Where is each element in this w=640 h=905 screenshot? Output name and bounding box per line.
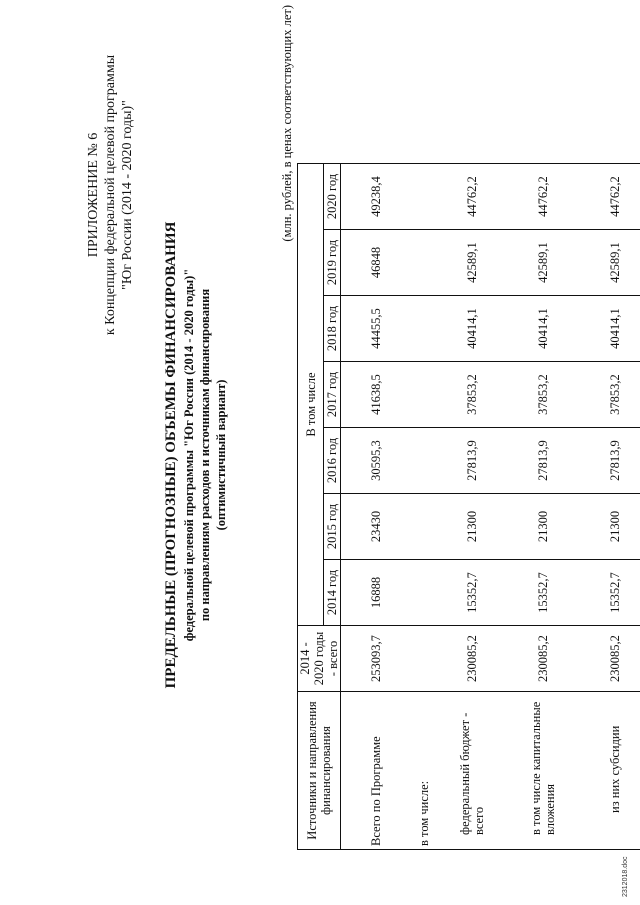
row-label: федеральный бюджет - всего xyxy=(437,692,507,850)
cell-2014: 16888 xyxy=(341,560,412,626)
header-sources: Источники и направления финансирования xyxy=(298,692,341,850)
header-year-2020: 2020 год xyxy=(324,164,341,230)
cell-2016: 27813,9 xyxy=(579,428,640,494)
cell-2014: 15352,7 xyxy=(507,560,579,626)
cell-2014: 15352,7 xyxy=(437,560,507,626)
title-main: ПРЕДЕЛЬНЫЕ (ПРОГНОЗНЫЕ) ОБЪЕМЫ ФИНАНСИРОВАНИЯ xyxy=(163,221,179,689)
title-program: федеральной целевой программы "Юг России (2014 - 2020 годы)" xyxy=(182,268,196,642)
header-including xyxy=(298,164,324,626)
header-including-text: В том числе xyxy=(303,372,318,437)
header-year-2018: 2018 год xyxy=(324,296,341,362)
table-row-total xyxy=(341,164,412,850)
appendix-number: ПРИЛОЖЕНИЕ № 6 xyxy=(86,132,101,258)
header-year-2016: 2016 год xyxy=(324,428,341,494)
cell-2019: 46848 xyxy=(341,230,412,296)
cell-2019: 42589,1 xyxy=(507,230,579,296)
cell-2017: 37853,2 xyxy=(437,362,507,428)
cell-total: 253093,7 xyxy=(341,626,412,692)
cell-total: 230085,2 xyxy=(507,626,579,692)
cell-2016: 27813,9 xyxy=(437,428,507,494)
cell-2018: 44455,5 xyxy=(341,296,412,362)
cell-2015: 21300 xyxy=(579,494,640,560)
appendix-header xyxy=(85,45,136,345)
cell-total: 230085,2 xyxy=(579,626,640,692)
units-note: (млн. рублей, в ценах соответствующих лет) xyxy=(280,5,294,242)
funding-table xyxy=(297,163,640,850)
cell-2017: 37853,2 xyxy=(507,362,579,428)
header-year-2014: 2014 год xyxy=(324,560,341,626)
cell-2015: 21300 xyxy=(437,494,507,560)
cell-2016: 30595,3 xyxy=(341,428,412,494)
header-year-2015: 2015 год xyxy=(324,494,341,560)
table-row-federal xyxy=(437,164,507,850)
cell-2020: 49238,4 xyxy=(341,164,412,230)
row-label: в том числе: xyxy=(411,692,437,850)
cell-2020: 44762,2 xyxy=(437,164,507,230)
document-title xyxy=(162,155,229,755)
row-label: Всего по Программе xyxy=(341,692,412,850)
title-variant: (оптимистичный вариант) xyxy=(214,379,228,531)
cell-2018: 40414,1 xyxy=(579,296,640,362)
row-label: из них субсидии xyxy=(579,692,640,850)
header-year-2019: 2019 год xyxy=(324,230,341,296)
cell-2020: 44762,2 xyxy=(579,164,640,230)
cell-2017: 37853,2 xyxy=(579,362,640,428)
header-total: 2014 - 2020 годы - всего xyxy=(298,626,341,692)
table-row-including xyxy=(411,164,437,850)
cell-2014: 15352,7 xyxy=(579,560,640,626)
cell-total: 230085,2 xyxy=(437,626,507,692)
title-breakdown: по направлениям расходов и источникам финансирования xyxy=(198,288,212,622)
cell-2018: 40414,1 xyxy=(507,296,579,362)
header-year-2017: 2017 год xyxy=(324,362,341,428)
cell-2016: 27813,9 xyxy=(507,428,579,494)
cell-2015: 23430 xyxy=(341,494,412,560)
row-label: в том числе капитальные вложения xyxy=(507,692,579,850)
appendix-reference: к Концепции федеральной целевой программы xyxy=(103,54,118,336)
appendix-program-name: "Юг России (2014 - 2020 годы)" xyxy=(120,100,135,290)
cell-2020: 44762,2 xyxy=(507,164,579,230)
cell-2019: 42589,1 xyxy=(579,230,640,296)
cell-2019: 42589,1 xyxy=(437,230,507,296)
table-row-subsidies xyxy=(579,164,640,850)
document-code: 2312018.doc xyxy=(622,856,629,897)
cell-2018: 40414,1 xyxy=(437,296,507,362)
table-row-capital xyxy=(507,164,579,850)
cell-2015: 21300 xyxy=(507,494,579,560)
cell-2017: 41638,5 xyxy=(341,362,412,428)
